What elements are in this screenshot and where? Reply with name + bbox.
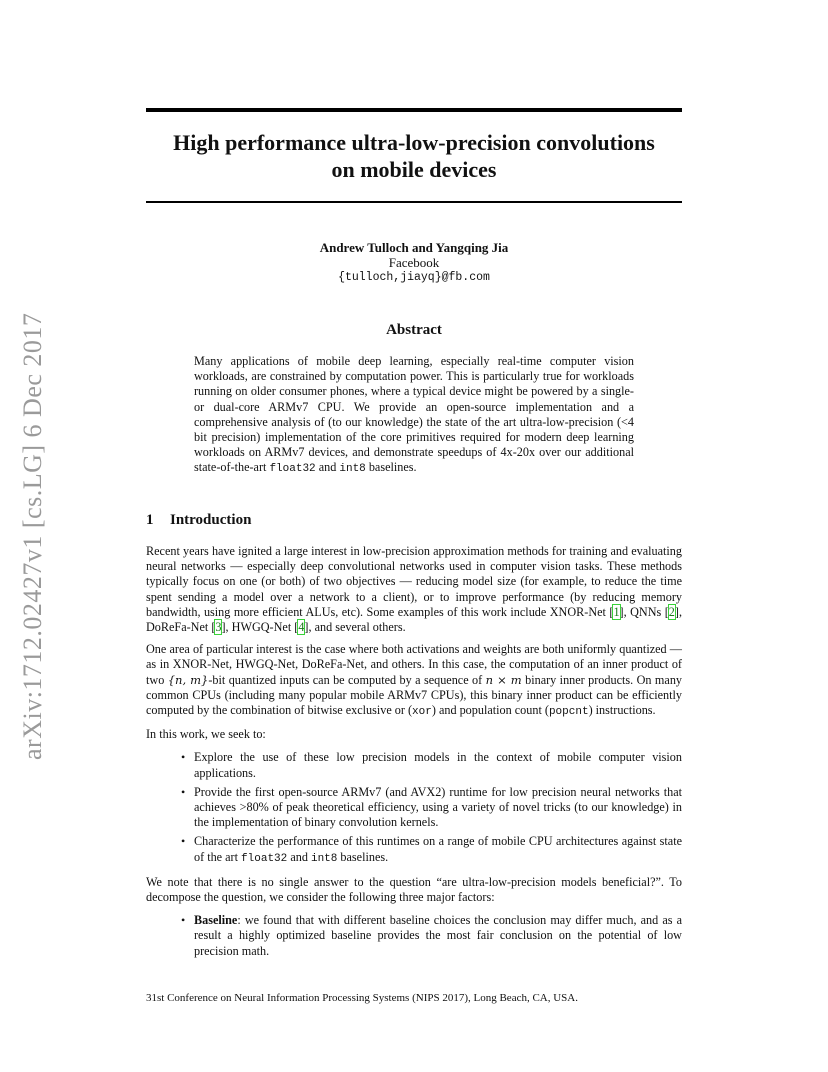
author-email: {tulloch,jiayq}@fb.com — [338, 271, 490, 284]
citation-link[interactable]: 3 — [215, 620, 222, 635]
text-span: baselines. — [337, 849, 389, 864]
abstract-span: Many applications of mobile deep learning, especially real-time computer vision workloads, are constrained by computation power. This is particularly true for workloads running on older consumer phones, where a typical device might be powered by a single- or dual-core ARMv7 CPU. We provide an open-source implementation and a comprehensive analysis of (to our knowledge) the state of the art ultra-low-precision (<4 bit precision) implementation of the core primitives required for modern deep learning workloads on ARMv7 devices, and demonstrate speedups of 4x-20x over our additional state-of-the-art — [194, 354, 634, 475]
title-rule-bottom — [146, 201, 682, 203]
text-span: : we found that with different baseline choices the conclusion may differ much, and as a result a highly optimized baseline provides the most fair conclusion on the potential of low precision math. — [194, 913, 682, 958]
section-number: 1 — [146, 512, 154, 528]
goals-list — [146, 750, 682, 866]
arxiv-stamp: arXiv:1712.02427v1 [cs.LG] 6 Dec 2017 — [18, 312, 47, 760]
term-bold: Baseline — [194, 913, 238, 928]
citation-link[interactable]: 2 — [668, 604, 675, 619]
text-span: binary inner products. On many common CPUs (including many popular mobile ARMv7 CPUs), this binary inner product can be efficiently computed by the combination of bitwise exclusive or ( — [146, 672, 683, 718]
body-text — [146, 544, 682, 967]
paragraph: Recent years have ignited a large interest in low-precision approximation methods for training and evaluating neural networks — especially deep convolutional networks used in computer vision tasks. These methods typically focus on one (or both) of two objectives — reducing model size (for example, to reduce the time spent sending a model over a network to a client), or to improve performance (by reducing memory bandwidth, using more efficient ALUs, etc). Some examples of this work include XNOR-Net [1], QNNs [2], DoReFa-Net [3], HWGQ-Net [4], and several others. — [146, 544, 682, 635]
citation-link[interactable]: 1 — [613, 604, 620, 619]
list-item: • Provide the first open-source ARMv7 (and AVX2) runtime for low precision neural networks that achieves >80% of peak theoretical efficiency, using a variety of novel tricks (to our knowledge) in the implementation of binary convolution kernels. — [194, 785, 682, 831]
code-float32: float32 — [269, 463, 316, 476]
code-int8: int8 — [339, 463, 366, 476]
section-heading — [146, 512, 251, 529]
paragraph: In this work, we seek to: — [146, 727, 266, 742]
abstract-span: and — [315, 460, 340, 475]
list-item — [194, 913, 682, 959]
section-title: Introduction — [170, 512, 252, 528]
abstract-text — [194, 354, 634, 478]
title-line-2: on mobile devices — [331, 157, 497, 182]
math-expression: n × m — [485, 672, 522, 687]
code-xor: xor — [412, 706, 432, 719]
list-item — [194, 834, 682, 866]
code-int8: int8 — [310, 852, 338, 865]
text-span: , and several others. — [308, 620, 406, 635]
text-span: , QNNs — [623, 604, 665, 619]
text-span: One area of particular interest is the case where both activations and weights are both uniformly quantized — as in XNOR-Net, HWGQ-Net, DoReFa-Net, and others. In this case, the computation of an inner product of two — [146, 642, 682, 687]
text-span: Characterize the performance of this runtimes on a range of mobile CPU architectures against state of the art — [194, 834, 682, 864]
paragraph: We note that there is no single answer to the question “are ultra-low-precision models beneficial?”. To decompose the question, we consider the following three major factors: — [146, 874, 682, 905]
code-float32: float32 — [241, 852, 288, 865]
text-span: and — [287, 849, 311, 864]
text-span: ) and population count ( — [431, 703, 549, 718]
text-span: , DoReFa-Net — [146, 604, 682, 635]
text-span: ) instructions. — [588, 703, 656, 718]
author-names: Andrew Tulloch and Yangqing Jia — [319, 240, 509, 255]
code-popcnt: popcnt — [548, 706, 589, 719]
text-span: -bit quantized inputs can be computed by a sequence of — [208, 672, 486, 687]
affiliation: Facebook — [388, 255, 440, 270]
title-rule-top — [146, 108, 682, 112]
text-span: , HWGQ-Net — [225, 620, 295, 635]
title-line-1: High performance ultra-low-precision convolutions — [173, 130, 655, 155]
factors-list — [146, 913, 682, 959]
author-block — [146, 240, 682, 285]
text-span: Recent years have ignited a large interest in low-precision approximation methods for training and evaluating neural networks — especially deep convolutional networks used in computer vision tasks. These methods typically focus on one (or both) of two objectives — reducing model size (for example, to reduce the time spent sending a model over a network to a client), or to improve performance (by reducing memory bandwidth, using more efficient ALUs, etc). Some examples of this work include XNOR-Net — [146, 544, 682, 619]
paragraph — [146, 642, 682, 720]
abstract-heading: Abstract — [386, 322, 442, 338]
math-expression: {n, m} — [167, 672, 209, 687]
list-item: • Explore the use of these low precision models in the context of mobile computer vision applications. — [194, 750, 682, 780]
conference-footnote: 31st Conference on Neural Information Processing Systems (NIPS 2017), Long Beach, CA, USA. — [146, 992, 578, 1004]
abstract-span: baselines. — [365, 460, 417, 475]
citation-link[interactable]: 4 — [298, 620, 305, 635]
paper-title — [146, 129, 682, 183]
